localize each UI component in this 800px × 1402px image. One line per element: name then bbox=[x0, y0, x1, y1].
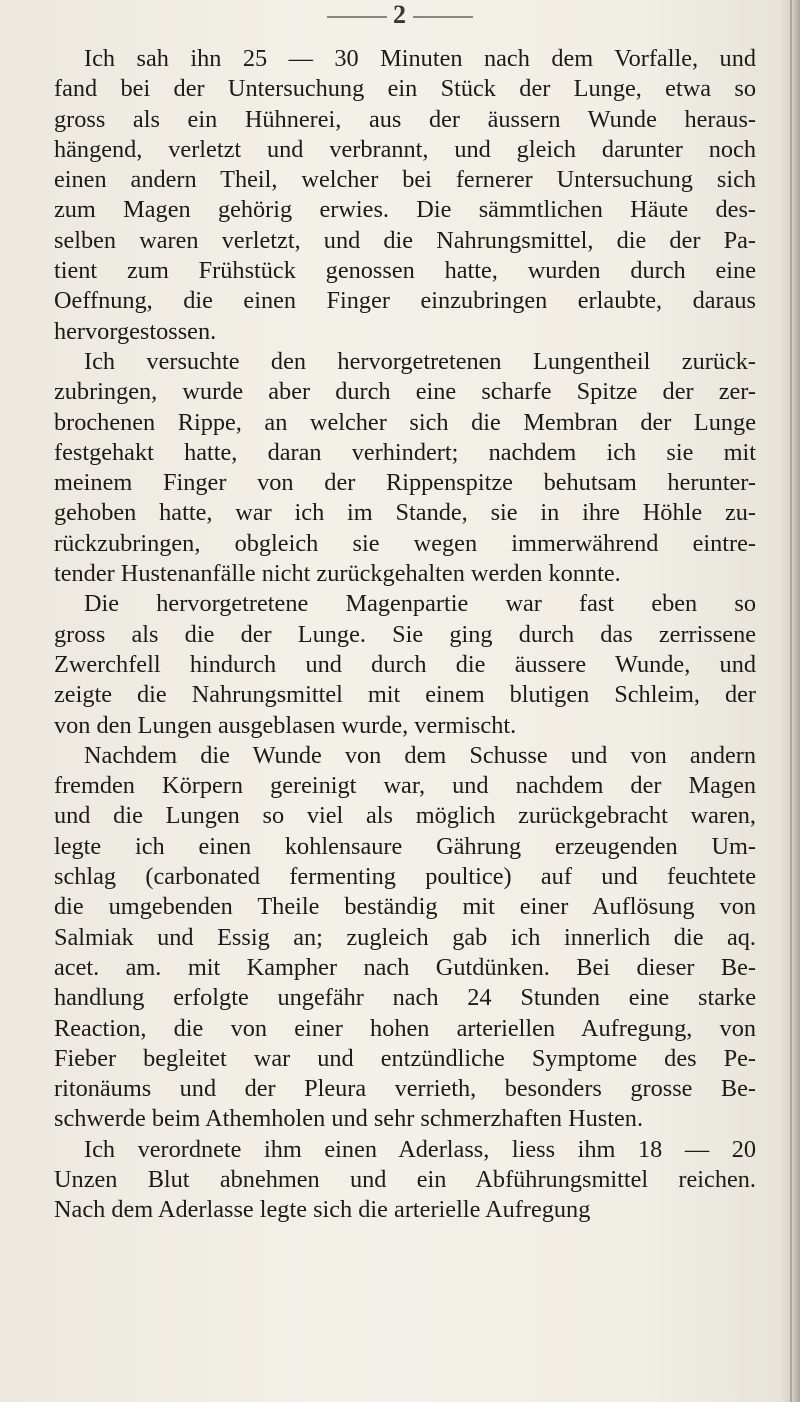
text-line: die umgebenden Theile beständig mit einer Auflösung von bbox=[54, 893, 756, 921]
page-number-text: 2 bbox=[393, 0, 407, 29]
text-line: acet. am. mit Kampher nach Gutdünken. Bei dieser Be- bbox=[54, 953, 756, 981]
text-line: hängend, verletzt und verbrannt, und gleich darunter noch bbox=[54, 135, 756, 163]
page-edge-shadow bbox=[780, 0, 800, 1402]
text-line: und die Lungen so viel als möglich zurückgebracht waren, bbox=[54, 802, 756, 830]
text-line: rückzubringen, obgleich sie wegen immerwährend eintre- bbox=[54, 529, 756, 557]
paragraph bbox=[54, 741, 756, 1135]
text-line: schlag (carbonated fermenting poultice) auf und feuchtete bbox=[54, 863, 756, 891]
text-line: meinem Finger von der Rippenspitze behutsam herunter- bbox=[54, 469, 756, 497]
body-text bbox=[54, 44, 756, 1226]
paragraph bbox=[54, 589, 756, 740]
text-line: Nachdem die Wunde von dem Schusse und von andern bbox=[84, 741, 756, 769]
text-line: Ich verordnete ihm einen Aderlass, liess ihm 18 — 20 bbox=[84, 1135, 756, 1163]
text-line: einen andern Theil, welcher bei fernerer Untersuchung sich bbox=[54, 166, 756, 194]
header-rule-right bbox=[413, 16, 473, 18]
text-line: schwerde beim Athemholen und sehr schmerzhaften Husten. bbox=[54, 1105, 644, 1133]
text-line: zum Magen gehörig erwies. Die sämmtlichen Häute des- bbox=[54, 196, 756, 224]
text-line: Fieber begleitet war und entzündliche Symptome des Pe- bbox=[54, 1044, 756, 1072]
text-line: Zwerchfell hindurch und durch die äussere Wunde, und bbox=[54, 650, 756, 678]
text-line: hervorgestossen. bbox=[54, 317, 217, 345]
text-line: gross als die der Lunge. Sie ging durch das zerrissene bbox=[54, 620, 756, 648]
text-line: handlung erfolgte ungefähr nach 24 Stunden eine starke bbox=[54, 984, 756, 1012]
text-line: selben waren verletzt, und die Nahrungsmittel, die der Pa- bbox=[54, 226, 756, 254]
text-line: ritonäums und der Pleura verrieth, besonders grosse Be- bbox=[54, 1075, 756, 1103]
text-line: Unzen Blut abnehmen und ein Abführungsmittel reichen. bbox=[54, 1165, 756, 1193]
text-line: fand bei der Untersuchung ein Stück der Lunge, etwa so bbox=[54, 75, 756, 103]
text-line: Salmiak und Essig an; zugleich gab ich innerlich die aq. bbox=[54, 923, 756, 951]
text-line: zubringen, wurde aber durch eine scharfe Spitze der zer- bbox=[54, 378, 756, 406]
paragraph bbox=[54, 347, 756, 589]
text-line: Ich sah ihn 25 — 30 Minuten nach dem Vorfalle, und bbox=[84, 45, 756, 72]
text-line: Oeffnung, die einen Finger einzubringen erlaubte, daraus bbox=[54, 287, 756, 315]
text-line: tient zum Frühstück genossen hatte, wurden durch eine bbox=[54, 257, 756, 285]
text-line: von den Lungen ausgeblasen wurde, vermischt. bbox=[54, 711, 517, 739]
text-line: brochenen Rippe, an welcher sich die Membran der Lunge bbox=[54, 408, 756, 436]
text-line: tender Hustenanfälle nicht zurückgehalten werden konnte. bbox=[54, 560, 621, 588]
text-line: Ich versuchte den hervorgetretenen Lungentheil zurück- bbox=[84, 347, 756, 375]
text-line: legte ich einen kohlensaure Gährung erzeugenden Um- bbox=[54, 832, 756, 860]
text-line: festgehakt hatte, daran verhindert; nachdem ich sie mit bbox=[54, 438, 756, 466]
text-line: Die hervorgetretene Magenpartie war fast eben so bbox=[84, 590, 756, 618]
paragraph bbox=[54, 44, 756, 347]
text-line: zeigte die Nahrungsmittel mit einem blutigen Schleim, der bbox=[54, 681, 756, 709]
text-line: gross als ein Hühnerei, aus der äussern Wunde heraus- bbox=[54, 105, 756, 133]
page-number bbox=[0, 0, 800, 30]
header-rule-left bbox=[327, 16, 387, 18]
text-line: Nach dem Aderlasse legte sich die arterielle Aufregung bbox=[54, 1196, 591, 1224]
text-line: Reaction, die von einer hohen arteriellen Aufregung, von bbox=[54, 1014, 756, 1042]
text-line: gehoben hatte, war ich im Stande, sie in ihre Höhle zu- bbox=[54, 499, 756, 527]
paragraph bbox=[54, 1135, 756, 1226]
text-line: fremden Körpern gereinigt war, und nachdem der Magen bbox=[54, 772, 756, 800]
